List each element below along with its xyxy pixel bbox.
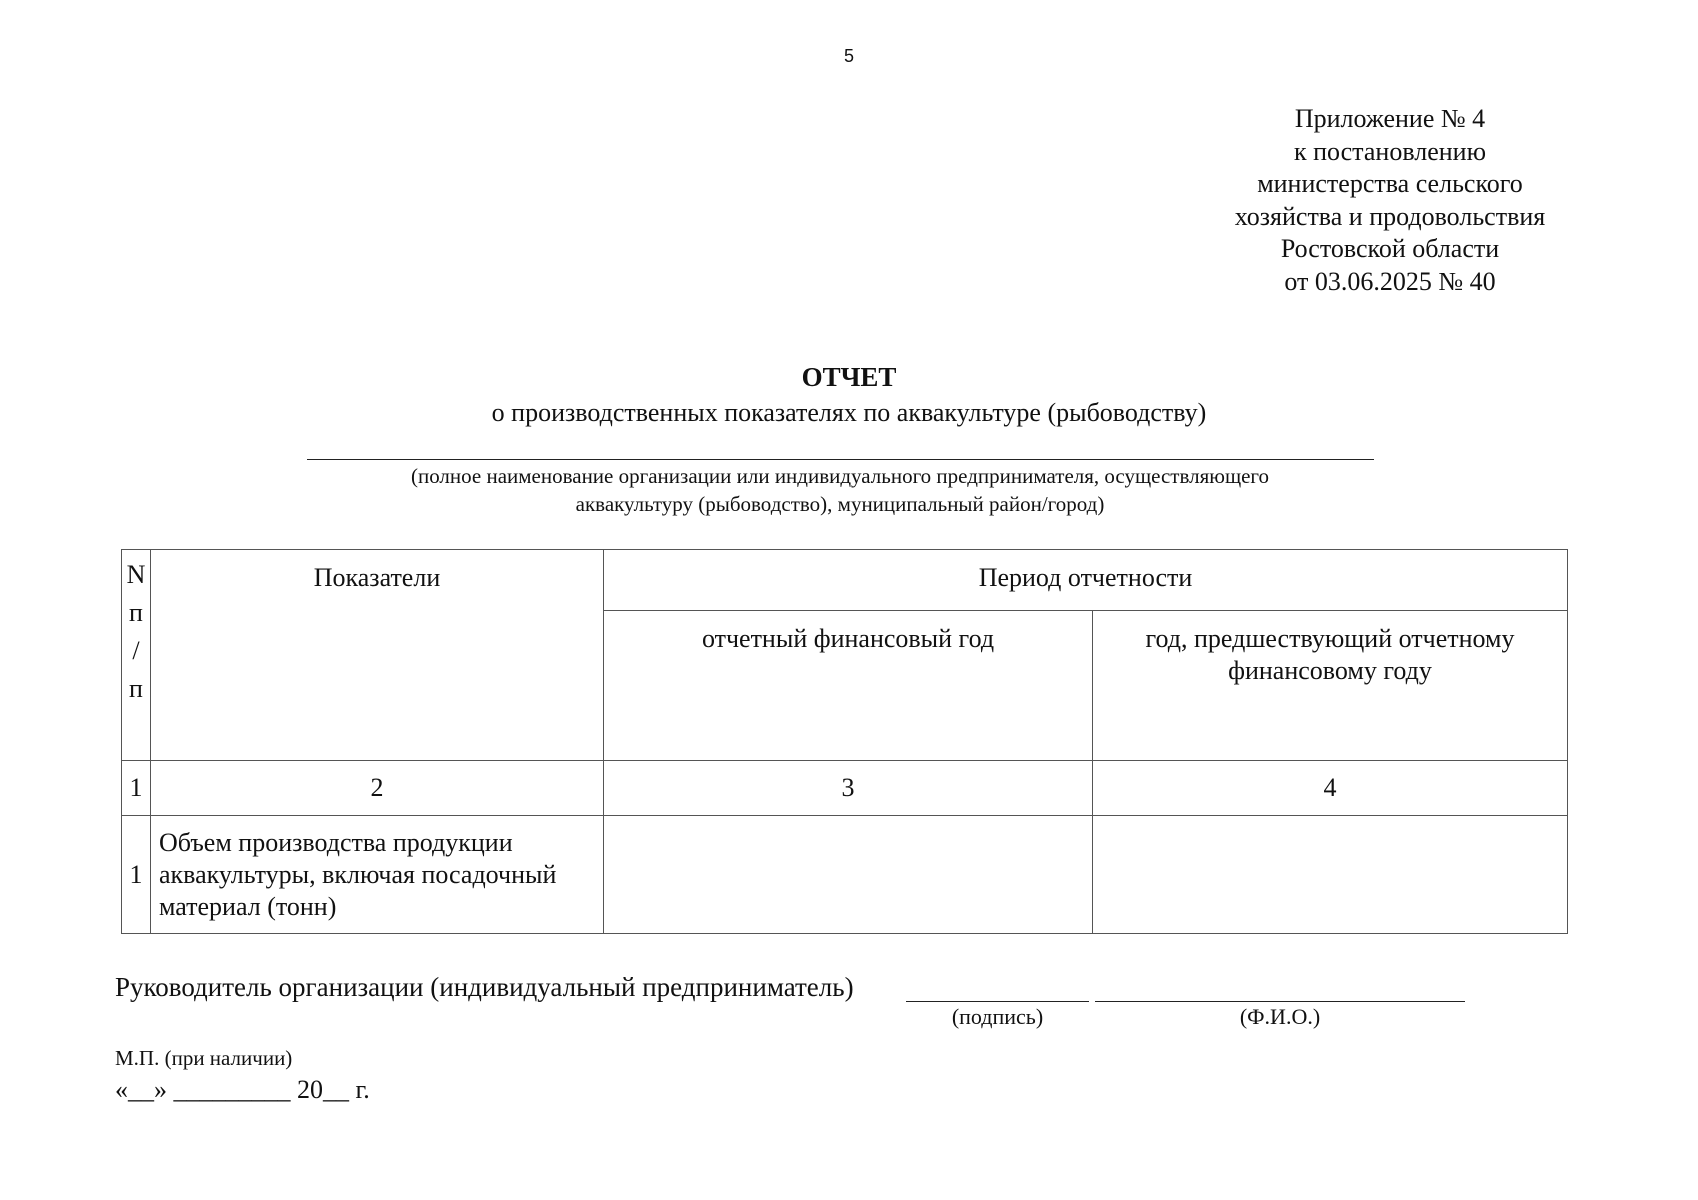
- report-table: [121, 549, 1568, 934]
- column-number: 3: [604, 761, 1093, 816]
- fio-field[interactable]: [1095, 1001, 1465, 1002]
- appendix-block: [1090, 103, 1690, 299]
- signature-field[interactable]: [906, 1001, 1089, 1002]
- row-indicator: Объем производства продукции аквакультуры, включая посадочный материал (тонн): [151, 816, 604, 934]
- organization-name-hint: [300, 462, 1380, 518]
- column-number: 1: [122, 761, 151, 816]
- header-current-year: отчетный финансовый год: [604, 611, 1093, 761]
- page-number: 5: [843, 46, 854, 66]
- appendix-line: от 03.06.2025 № 40: [1284, 266, 1496, 296]
- row-previous-year-value[interactable]: [1093, 816, 1568, 934]
- document-subtitle: о производственных показателях по аквакультуре (рыбоводству): [491, 398, 1207, 427]
- hint-line: (полное наименование организации или индивидуального предпринимателя, осуществляющего: [410, 464, 1270, 488]
- row-current-year-value[interactable]: [604, 816, 1093, 934]
- organization-name-field[interactable]: [307, 459, 1374, 460]
- appendix-line: Ростовской области: [1280, 234, 1500, 264]
- date-field[interactable]: «__» _________ 20__ г.: [115, 1075, 370, 1104]
- header-num: N п / п: [122, 550, 151, 761]
- table-row: [122, 816, 1568, 934]
- row-num: 1: [122, 816, 151, 934]
- appendix-line: к постановлению: [1293, 136, 1487, 166]
- fio-hint: (Ф.И.О.): [1239, 1004, 1321, 1029]
- appendix-line: хозяйства и продовольствия: [1234, 201, 1546, 231]
- appendix-line: Приложение № 4: [1294, 104, 1486, 133]
- header-indicators: Показатели: [151, 550, 604, 761]
- column-number: 4: [1093, 761, 1568, 816]
- signature-label: Руководитель организации (индивидуальный предприниматель): [115, 972, 854, 1002]
- signature-hint: (подпись): [951, 1004, 1044, 1029]
- hint-line: аквакультуру (рыбоводство), муниципальный район/город): [575, 492, 1105, 516]
- document-title: ОТЧЕТ: [801, 362, 897, 392]
- stamp-note: М.П. (при наличии): [115, 1046, 293, 1070]
- header-period: Период отчетности: [604, 550, 1568, 611]
- column-number: 2: [151, 761, 604, 816]
- header-previous-year: год, предшествующий отчетному финансовому году: [1093, 611, 1568, 761]
- appendix-line: министерства сельского: [1257, 169, 1523, 199]
